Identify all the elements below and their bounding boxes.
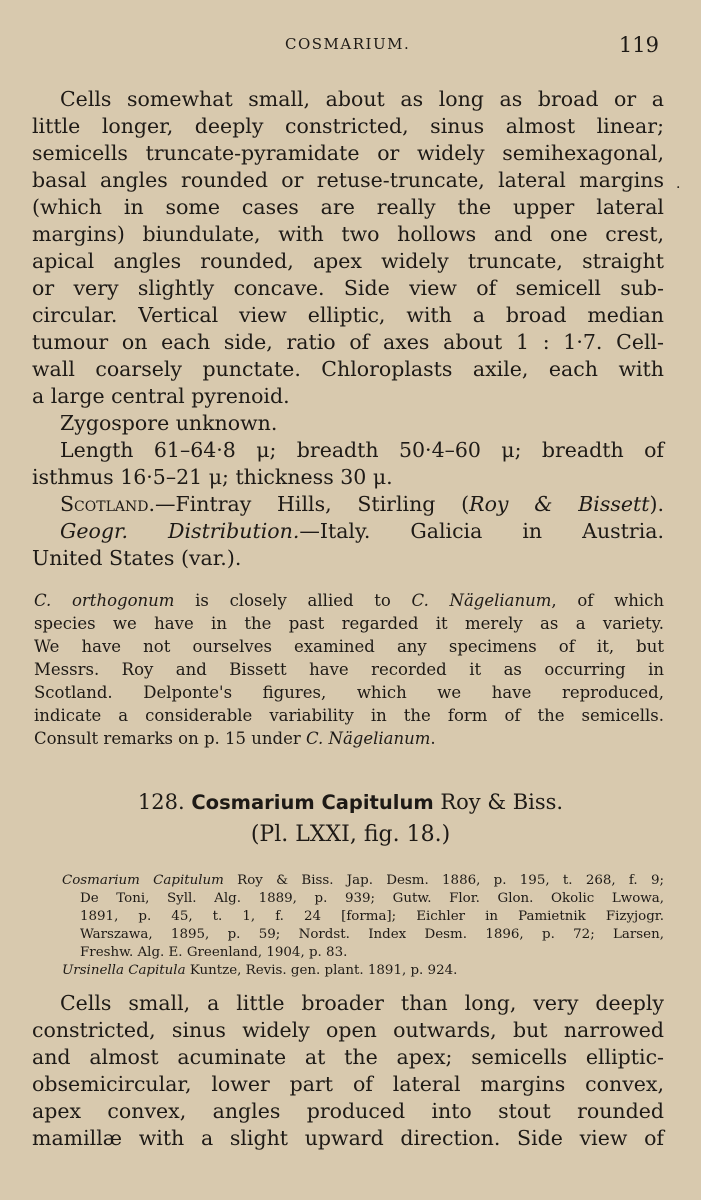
distribution-line: United States (var.). [32, 546, 242, 570]
reference-line: De Toni, Syll. Alg. 1889, p. 939; Gutw. Flor. Glon. Okolic Lwowa, [80, 891, 664, 906]
reference-line: Freshw. Alg. E. Greenland, 1904, p. 83. [80, 945, 348, 960]
scotland-locality: Scotland.—Fintray Hills, Stirling (Roy & Bissett). [60, 492, 664, 516]
description-line: a large central pyrenoid. [32, 384, 290, 408]
reference-taxon: Cosmarium Capitulum [62, 873, 224, 888]
remarks-line: C. orthogonum is closely allied to C. Nägelianum, of which [34, 591, 665, 610]
description-line: apical angles rounded, apex widely truncate, straight [32, 249, 664, 273]
distribution-label: Geogr. Distribution. [60, 519, 300, 543]
reference-line: 1891, p. 45, t. 1, f. 24 [forma]; Eichler in Pamietnik Fizyjogr. [80, 909, 664, 924]
reference-line: Warszawa, 1895, p. 59; Nordst. Index Desm. 1896, p. 72; Larsen, [80, 927, 664, 942]
zygospore-note: Zygospore unknown. [60, 411, 278, 435]
running-header [0, 33, 701, 61]
remarks-line: Scotland. Delponte's figures, which we have reproduced, [34, 683, 664, 702]
species-number: 128. [137, 790, 185, 814]
scotland-label: Scotland. [60, 492, 155, 516]
collector-names: Roy & Bissett [469, 492, 650, 516]
description-line: Cells small, a little broader than long, very deeply [60, 991, 664, 1015]
description-line: little longer, deeply constricted, sinus almost linear; [32, 114, 664, 138]
reference-line: Cosmarium Capitulum Roy & Biss. Jap. Desm. 1886, p. 195, t. 268, f. 9; [62, 873, 664, 888]
reference-taxon: Ursinella Capitula [62, 963, 186, 978]
remarks-line: Consult remarks on p. 15 under C. Nägelianum. [34, 729, 436, 748]
description-line: margins) biundulate, with two hollows and one crest, [32, 222, 664, 246]
remarks-line: We have not ourselves examined any specimens of it, but [34, 637, 664, 656]
remarks-line: Messrs. Roy and Bissett have recorded it as occurring in [34, 660, 664, 679]
description-line: apex convex, angles produced into stout rounded [32, 1099, 664, 1123]
measurements-line: Length 61–64·8 μ; breadth 50·4–60 μ; breadth of [60, 438, 664, 462]
remarks-line: species we have in the past regarded it merely as a variety. [34, 614, 664, 633]
description-line: (which in some cases are really the upper lateral [32, 195, 664, 219]
stray-mark: · [676, 180, 681, 196]
measurements-line: isthmus 16·5–21 μ; thickness 30 μ. [32, 465, 393, 489]
description-line: Cells somewhat small, about as long as broad or a [60, 87, 664, 111]
description-line: obsemicircular, lower part of lateral margins convex, [32, 1072, 664, 1096]
species-heading [0, 790, 701, 814]
description-line: tumour on each side, ratio of axes about 1 : 1·7. Cell- [32, 330, 664, 354]
species-authority: Roy & Biss. [440, 790, 564, 814]
description-line: circular. Vertical view elliptic, with a broad median [32, 303, 664, 327]
description-line: and almost acuminate at the apex; semicells elliptic- [32, 1045, 664, 1069]
running-title: COSMARIUM. [285, 35, 411, 53]
description-line: basal angles rounded or retuse-truncate, lateral margins [32, 168, 664, 192]
description-line: or very slightly concave. Side view of semicell sub- [32, 276, 664, 300]
description-line: semicells truncate-pyramidate or widely semihexagonal, [32, 141, 664, 165]
description-line: constricted, sinus widely open outwards, but narrowed [32, 1018, 664, 1042]
description-line: wall coarsely punctate. Chloroplasts axile, each with [32, 357, 664, 381]
species-name: Cosmarium Capitulum [191, 791, 434, 814]
page-number: 119 [618, 33, 659, 57]
description-line: mamillæ with a slight upward direction. Side view of [32, 1126, 664, 1150]
distribution-line: Geogr. Distribution.—Italy. Galicia in Austria. [60, 519, 664, 543]
plate-reference: (Pl. LXXI, fig. 18.) [250, 822, 451, 847]
reference-line: Ursinella Capitula Kuntze, Revis. gen. plant. 1891, p. 924. [62, 963, 458, 978]
remarks-line: indicate a considerable variability in the form of the semicells. [34, 706, 664, 725]
